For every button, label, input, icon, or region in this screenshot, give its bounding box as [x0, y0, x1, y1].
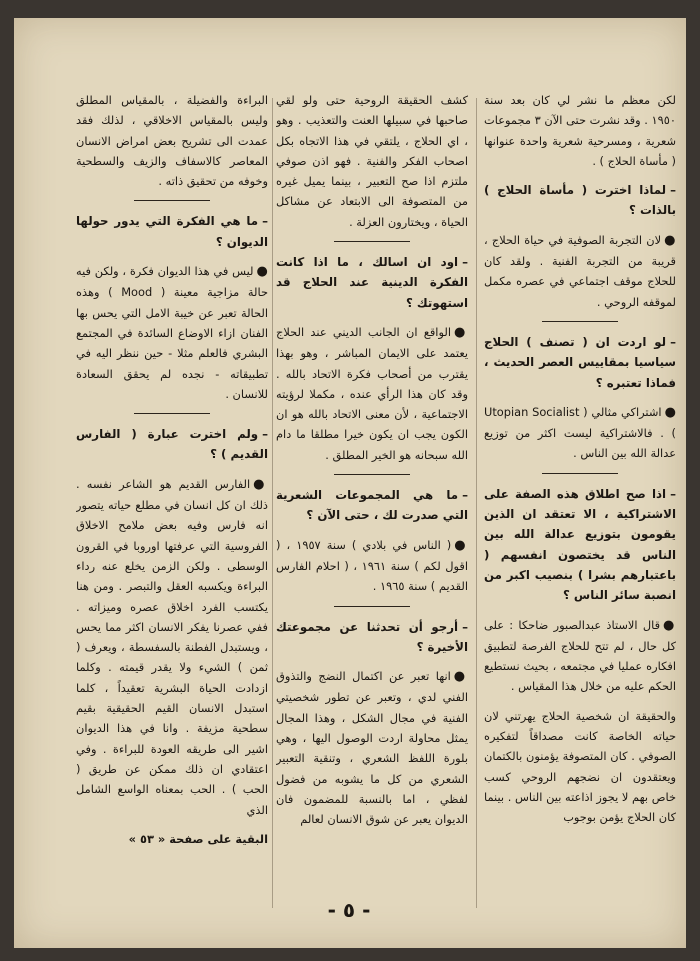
column-divider — [476, 98, 477, 908]
question: –لو اردت ان ( تصنف ) الحلاج سياسيا بمقاييس العصر الحديث ، فماذا تعتبره ؟ — [484, 334, 676, 390]
column-2 — [276, 90, 468, 905]
answer-text: قال الاستاذ عبدالصبور ضاحكا : على كل حال ، لم تتح للحلاج الفرصة لتطبيق افكاره عمليا في مجتمعه ، بحيث نستطيع الحكم عليه من خلال هذا المقياس . — [484, 617, 676, 694]
answer: ●الفارس القديم هو الشاعر نفسه . ذلك ان كل انسان في مطلع حياته يتصور انه فارس وفيه بعض ملامح الاخلاق الفروسية التي عرفتها اوروبا في القرون الوسطى . ولكن الزمن يخلع عنه رداء البراءة ويكسبه العقل والتبصر . ومن هنا يكتسب الفرد اخلاق عصره وميزاته . ففي عصرنا يفكر الانسان اكثر مما يحس ، ويستبدل الفطنة بالسفسطة ، ويعرف ( ثمن ) الشيء ولا يقدر قيمته . وكلما ازدادت الحياة البشرية تعقيداً ، كلما استبدل الانسان القيم الحقيقية بقيم سطحية مزيفة . وانا في هذا الديوان اشير الى طريقه العودة للبراءة . وفي اعتقادي ان ذلك ممكن عن طريق ( الحب ) . الحب بمعناه الواسع الشامل الذي — [76, 476, 268, 817]
column-divider — [272, 98, 273, 908]
continued-note: البقية على صفحة « ٥٣ » — [128, 831, 268, 846]
answer: ●قال الاستاذ عبدالصبور ضاحكا : على كل حال ، لم تتح للحلاج الفرصة لتطبيق افكاره عمليا في مجتمعه ، بحيث نستطيع الحكم عليه من خلال هذا المقياس . — [484, 617, 676, 694]
answer: ●( الناس في بلادي ) سنة ١٩٥٧ ، ( اقول لكم ) سنة ١٩٦١ ، ( احلام الفارس القديم ) سنة ١٩٦٥ . — [276, 537, 468, 594]
divider — [334, 474, 411, 475]
answer-text: انها تعبر عن اكتمال النضج والتذوق الفني لدي ، وتعبر عن تطور شخصيتي الفنية في مجال الشكل ، وهذا المجال يمثل محاولة اردت الوصول اليها ، وهي بلورة اللفظ الشعري ، وتنقية التعبير الشعري من كل ما يشوبه من فضول لفظي ، اما بالنسبة للمضمون فان الديوان يعبر عن شوق الانسان لعالم — [276, 669, 468, 827]
divider — [542, 321, 619, 322]
question-text: ولم اخترت عبارة ( الفارس القديم ) ؟ — [76, 427, 268, 462]
answer: ●انها تعبر عن اكتمال النضج والتذوق الفني لدي ، وتعبر عن تطور شخصيتي الفنية في مجال الشكل ، وهذا المجال يمثل محاولة اردت الوصول اليها ، وهي بلورة اللفظ الشعري ، وتنقية التعبير الشعري من كل ما يشوبه من فضول لفظي ، اما بالنسبة للمضمون فان الديوان يعبر عن شوق الانسان لعالم — [276, 669, 468, 827]
divider — [134, 200, 211, 201]
question: –ما هي المجموعات الشعرية التي صدرت لك ، حتى الآن ؟ — [276, 488, 468, 523]
question-text: ما هي المجموعات الشعرية التي صدرت لك ، حتى الآن ؟ — [276, 488, 468, 523]
divider — [334, 606, 411, 607]
answer-text: الفارس القديم هو الشاعر نفسه . ذلك ان كل انسان في مطلع حياته يتصور انه فارس وفيه بعض ملامح الاخلاق الفروسية التي عرفتها اوروبا في القرون الوسطى . ولكن الزمن يخلع عنه رداء البراءة ويكسبه العقل والتبصر . ومن هنا يكتسب الفرد اخلاق عصره وميزاته . ففي عصرنا يفكر الانسان اكثر مما يحس ، ويستبدل الفطنة بالسفسطة ، ويعرف ( ثمن ) الشيء ولا يقدر قيمته . وكلما ازدادت الحياة البشرية تعقيداً ، كلما استبدل الانسان القيم الحقيقية بقيم سطحية مزيفة . وانا في هذا الديوان اشير الى طريقه العودة للبراءة . وفي اعتقادي ان ذلك ممكن عن طريق ( الحب ) . الحب بمعناه الواسع الشامل الذي — [76, 476, 268, 817]
question-text: ما هي الفكرة التي يدور حولها الديوان ؟ — [76, 214, 268, 249]
page-number: - ٥ - — [327, 898, 371, 922]
answer-text: ليس في هذا الديوان فكرة ، ولكن فيه حالة مزاجية معينة ( Mood ) وهذه الحالة تعبر عن خيبة الامل التي يحس بها الفنان ازاء الاوضاع السائدة في المجتمع البشري فالعلم مثلا - حين ننظر اليه في تطبيقاته - نجده لم يحقق السعادة للانسان . — [76, 264, 268, 401]
question: –اود ان اسالك ، ما اذا كانت الفكرة الدينية عند الحلاج قد استهوتك ؟ — [276, 255, 468, 310]
answer: ●اشتراكي مثالي ( Utopian Socialist ) . فالاشتراكية ليست اكثر من توزيع عدالة الله بين الناس . — [484, 404, 676, 461]
divider — [334, 241, 411, 242]
answer-text: الواقع ان الجانب الديني عند الحلاج يعتمد على الايمان المباشر ، وهو بهذا يقترب من أصحاب فكرة الاتحاد بالله . وقد كان هذا الرأي عنده ، مكملا لرؤيته الاجتماعية ، لأن معنى الاتحاد بالله هو ان الكون يجب ان يكون خيرا مطلقا ما دام الله سبحانه هو الخير المطلق . — [276, 324, 468, 462]
question-text: اود ان اسالك ، ما اذا كانت الفكرة الدينية عند الحلاج قد استهوتك ؟ — [276, 255, 468, 310]
question-text: اذا صح اطلاق هذه الصفة على الاشتراكية ، الا تعتقد ان الذين يقومون بتوزيع عدالة الله بين الناس قد يختصون انفسهم ( باعتبارهم بشرا ) بنصيب اكبر من انصبة سائر الناس ؟ — [484, 486, 676, 603]
magazine-page — [14, 18, 686, 948]
question-text: لو اردت ان ( تصنف ) الحلاج سياسيا بمقاييس العصر الحديث ، فماذا تعتبره ؟ — [484, 334, 676, 390]
paragraph: البراءة والفضيلة ، بالمقياس المطلق وليس بالمقياس الاخلاقي ، لذلك فقد عمدت الى تشريح بعض امراض الانسان المعاصر كالاسفاف والزيف والسطحية وخوفه من تحقيق ذاته . — [76, 93, 268, 189]
question-text: لماذا اخترت ( مأساة الحلاج ) بالذات ؟ — [484, 183, 676, 218]
question: –أرجو أن تحدثنا عن مجموعتك الأخيرة ؟ — [276, 619, 468, 654]
answer: ●الواقع ان الجانب الديني عند الحلاج يعتمد على الايمان المباشر ، وهو بهذا يقترب من أصحاب فكرة الاتحاد بالله . وقد كان هذا الرأي عنده ، مكملا لرؤيته الاجتماعية ، لأن معنى الاتحاد بالله هو ان الكون يجب ان يكون خيرا مطلقا ما دام الله سبحانه هو الخير المطلق . — [276, 324, 468, 462]
answer: ●لان التجربة الصوفية في حياة الحلاج ، قريبة من التجربة الفنية . ولقد كان للحلاج موقف اجتماعي في عصره مكمل لموقفه الروحي . — [484, 232, 676, 309]
column-3 — [76, 90, 268, 905]
paragraph: لكن معظم ما نشر لي كان بعد سنة ١٩٥٠ . وقد نشرت حتى الآن ٣ مجموعات شعرية ، ومسرحية شعرية واحدة عنوانها ( مأساة الحلاج ) . — [484, 93, 676, 168]
paragraph: كشف الحقيقة الروحية حتى ولو لقي صاحبها في سبيلها العنت والتعذيب . وهو ، اي الحلاج ، يلتقي في هذا الاتجاه بكل اصحاب الفكر والفنية . فهو اذن صوفي ملتزم اذا صح التعبير ، بينما يميل غيره من المتصوفة الى الابتعاد عن مشاكل الحياة ، ويختارون العزلة . — [276, 93, 468, 229]
answer: ●ليس في هذا الديوان فكرة ، ولكن فيه حالة مزاجية معينة ( Mood ) وهذه الحالة تعبر عن خيبة الامل التي يحس بها الفنان ازاء الاوضاع السائدة في المجتمع البشري فالعلم مثلا - حين ننظر اليه في تطبيقاته - نجده لم يحقق السعادة للانسان . — [76, 264, 268, 401]
column-1 — [484, 90, 676, 905]
divider — [134, 413, 211, 414]
question: –ولم اخترت عبارة ( الفارس القديم ) ؟ — [76, 427, 268, 462]
question: –اذا صح اطلاق هذه الصفة على الاشتراكية ، الا تعتقد ان الذين يقومون بتوزيع عدالة الله بين الناس قد يختصون انفسهم ( باعتبارهم بشرا ) بنصيب اكبر من انصبة سائر الناس ؟ — [484, 486, 676, 603]
answer-text: اشتراكي مثالي ( Utopian Socialist ) . فالاشتراكية ليست اكثر من توزيع عدالة الله بين الناس . — [484, 404, 676, 461]
divider — [542, 473, 619, 474]
answer-text: ( الناس في بلادي ) سنة ١٩٥٧ ، ( اقول لكم ) سنة ١٩٦١ ، ( احلام الفارس القديم ) سنة ١٩٦٥ . — [276, 537, 468, 594]
question: –لماذا اخترت ( مأساة الحلاج ) بالذات ؟ — [484, 183, 676, 218]
paragraph: والحقيقة ان شخصية الحلاج يهرتني لان حياته الخاصة كانت مصداقاً لتفكيره الصوفي . كان المتصوفة يؤمنون بالكتمان ويعتقدون ان نضجهم الروحي كسب خاص بهم لا يجوز اذاعته بين الناس . بينما كان الحلاج يؤمن بوجوب — [484, 708, 676, 825]
question: –ما هي الفكرة التي يدور حولها الديوان ؟ — [76, 214, 268, 249]
answer-text: لان التجربة الصوفية في حياة الحلاج ، قريبة من التجربة الفنية . ولقد كان للحلاج موقف اجتماعي في عصره مكمل لموقفه الروحي . — [484, 232, 676, 309]
question-text: أرجو أن تحدثنا عن مجموعتك الأخيرة ؟ — [276, 619, 468, 654]
